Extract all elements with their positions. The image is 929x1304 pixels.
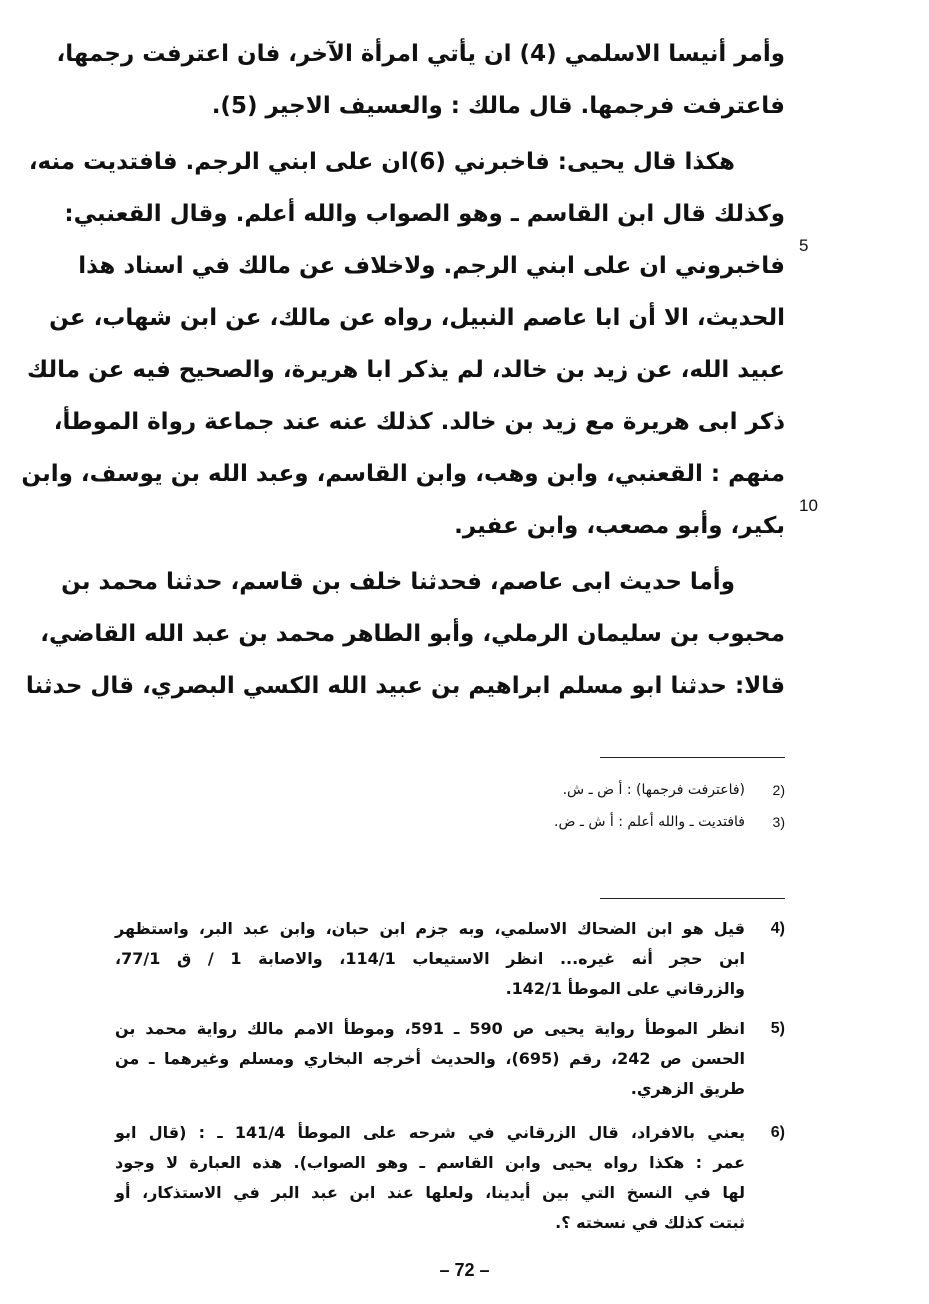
text-line: فاخبروني ان على ابني الرجم. ولاخلاف عن مالك في اسناد هذا: [78, 253, 785, 279]
footnote-number: 5): [770, 1020, 785, 1037]
footnote-line: والزرقاني على الموطأ 142/1.: [505, 979, 745, 998]
note-number: 2): [772, 782, 785, 798]
footnote-line: قيل هو ابن الضحاك الاسلمي، وبه جزم ابن حبان، وابن عبد البر، واستظهر: [115, 919, 745, 938]
text-line: الحديث، الا أن ابا عاصم النبيل، رواه عن مالك، عن ابن شهاب، عن: [49, 305, 785, 331]
text-line: بكير، وأبو مصعب، وابن عفير.: [454, 513, 785, 539]
text-line: فاعترفت فرجمها. قال مالك : والعسيف الاجير (5).: [211, 93, 785, 119]
notes-separator: [600, 757, 785, 758]
text-line: محبوب بن سليمان الرملي، وأبو الطاهر محمد بن عبد الله القاضي،: [40, 621, 785, 647]
footnote-line: ابن حجر أنه غيره... انظر الاستيعاب 114/1، والاصابة 1 / ق 77/1،: [115, 949, 746, 968]
text-line: عبيد الله، عن زيد بن خالد، لم يذكر ابا هريرة، والصحيح فيه عن مالك: [27, 357, 785, 383]
text-line: منهم : القعنبي، وابن وهب، وابن القاسم، وعبد الله بن يوسف، وابن: [21, 461, 785, 487]
note-text: فافتديت ـ والله أعلم : أ ش ـ ض.: [554, 814, 745, 830]
page-number: – 72 –: [439, 1260, 490, 1280]
text-line: هكذا قال يحيى: فاخبرني (6)ان على ابني الرجم. فافتديت منه،: [28, 149, 735, 175]
footnote: [115, 1014, 785, 1104]
footnote-line: ثبتت كذلك في نسخته ؟.: [555, 1213, 745, 1232]
footnote-number: 4): [770, 920, 785, 937]
text-line: ذكر ابى هريرة مع زيد بن خالد. كذلك عنه عند جماعة رواة الموطأ،: [53, 409, 785, 435]
text-line: قالا: حدثنا ابو مسلم ابراهيم بن عبيد الله الكسي البصري، قال حدثنا: [25, 673, 785, 699]
line-number: 5: [799, 236, 809, 255]
footnote-number: 6): [770, 1124, 785, 1141]
text-line: وكذلك قال ابن القاسم ـ وهو الصواب والله أعلم. وقال القعنبي:: [64, 201, 785, 227]
text-line: وأمر أنيسا الاسلمي (4) ان يأتي امرأة الآخر، فان اعترفت رجمها،: [56, 41, 785, 67]
note-number: 3): [772, 814, 785, 830]
footnote-line: انظر الموطأ رواية يحيى ص 590 ـ 591، وموطأ الامم مالك رواية محمد بن: [115, 1019, 746, 1038]
footnote-line: لها في النسخ التي بين أيدينا، ولعلها عند ابن عبد البر في الاستذكار، أو: [115, 1183, 745, 1202]
variant-note: [115, 778, 785, 802]
footnote-line: طريق الزهري.: [630, 1079, 745, 1098]
text-line: وأما حديث ابى عاصم، فحدثنا خلف بن قاسم، حدثنا محمد بن: [61, 569, 735, 595]
footnote-line: الحسن ص 242، رقم (695)، والحديث أخرجه البخاري ومسلم وغيرهما ـ من: [115, 1049, 745, 1068]
line-number: 10: [799, 496, 818, 515]
footnote: [115, 1118, 785, 1238]
footnote-line: يعني بالافراد، قال الزرقاني في شرحه على الموطأ 141/4 ـ : (قال ابو: [115, 1123, 745, 1142]
variant-note: [115, 810, 785, 834]
footnotes-separator: [600, 898, 785, 899]
note-text: (فاعترفت فرجمها) : أ ض ـ ش.: [562, 782, 745, 798]
footnote-line: عمر : هكذا رواه يحيى وابن القاسم ـ وهو الصواب). هذه العبارة لا وجود: [115, 1153, 745, 1172]
footnote: [115, 914, 785, 1004]
main-text: [21, 28, 785, 712]
